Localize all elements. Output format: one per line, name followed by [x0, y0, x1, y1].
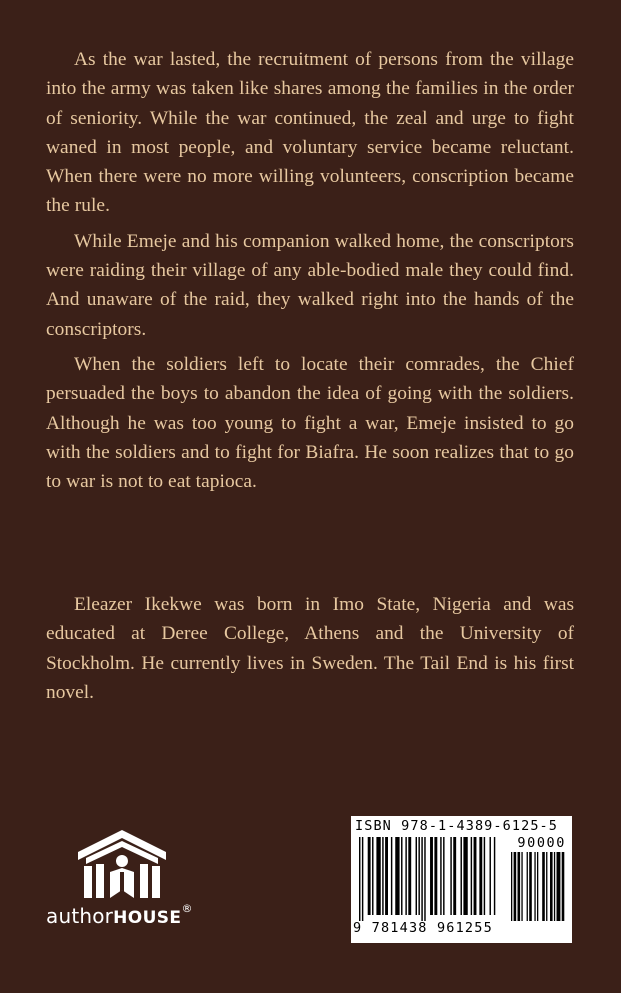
blurb-paragraph-1: As the war lasted, the recruitment of persons from the village into the army was taken like shares among the families in the order of seniority. While the war continued, the zeal and urge to fight waned in most people, and voluntary service became reluctant. When there were no more willing volunteers, conscription became the rule. [46, 49, 574, 217]
registered-mark: ® [181, 902, 193, 915]
author-bio-text: Eleazer Ikekwe was born in Imo State, Nigeria and was educated at Deree College, Athens and the University of Stockholm. He currently lives in Sweden. The Tail End is his first novel. [46, 594, 574, 703]
addon-bars [511, 852, 565, 921]
blurb-paragraph-3: When the soldiers left to locate their comrades, the Chief persuaded the boys to abandon the idea of going with the soldiers. Although he was too young to fight a war, Emeje insisted to go with the soldiers and to fight for Biafra. He soon realizes that to go to war is not to eat tapioca. [46, 353, 574, 493]
ean13-bars [359, 837, 497, 921]
publisher-wordmark [46, 904, 221, 928]
publisher-name-part1: author [46, 904, 114, 928]
book-blurb [46, 45, 574, 496]
ean-digits: 9 781438 961255 [353, 920, 493, 936]
publisher-name-part2: HOUSE [113, 908, 182, 928]
price-code: 90000 [517, 835, 566, 851]
isbn-label: ISBN 978-1-4389-6125-5 [355, 818, 559, 834]
authorhouse-logo-icon [76, 828, 168, 902]
isbn-barcode [351, 816, 572, 943]
author-bio [46, 590, 574, 707]
publisher-logo [46, 828, 221, 938]
blurb-paragraph-2: While Emeje and his companion walked home, the conscriptors were raiding their village of any able-bodied male they could find. And unaware of the raid, they walked right into the hands of the conscriptors. [46, 230, 574, 340]
